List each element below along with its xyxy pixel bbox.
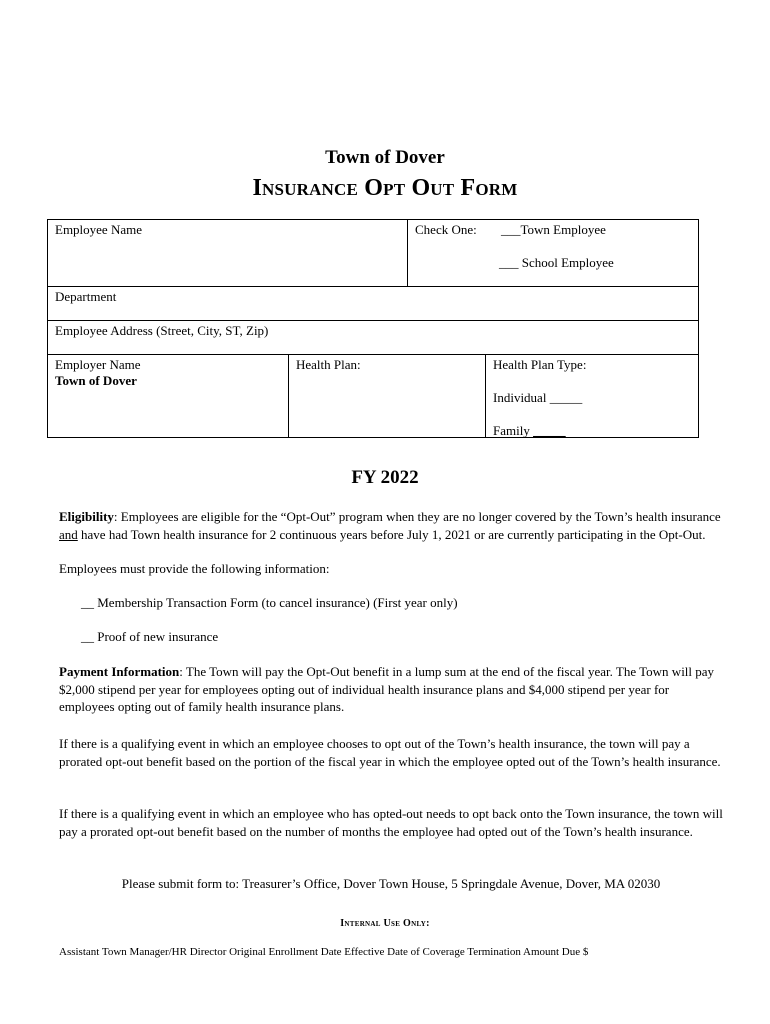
eligibility-heading: Eligibility	[59, 509, 114, 524]
check-one-label: Check One:	[415, 222, 477, 237]
eligibility-paragraph	[59, 508, 727, 543]
health-plan-label: Health Plan:	[296, 357, 361, 372]
address-field[interactable]	[48, 321, 699, 355]
form-title: Insurance Opt Out Form	[252, 175, 518, 201]
eligibility-text-after: have had Town health insurance for 2 continuous years before July 1, 2021 or are currently participating in the Opt-Out.	[77, 526, 706, 542]
address-label: Employee Address (Street, City, ST, Zip)	[55, 323, 269, 338]
health-plan-field[interactable]	[289, 355, 486, 438]
employee-type-field	[408, 220, 699, 287]
employee-name-label: Employee Name	[55, 222, 142, 237]
qualifying-event-opt-out-paragraph: If there is a qualifying event in which an employee chooses to opt out of the Town’s health insurance, the town will pay a prorated opt-out benefit based on the portion of the fiscal year in which the employee opted out of the Town’s health insurance.	[59, 736, 721, 769]
family-label: Family	[493, 423, 530, 438]
individual-blank: _____	[549, 390, 583, 405]
family-option[interactable]	[493, 423, 566, 439]
employer-name-cell	[48, 355, 289, 438]
requirement-item[interactable]: __ Proof of new insurance	[81, 629, 219, 644]
internal-use-fields: Assistant Town Manager/HR Director Original Enrollment Date Effective Date of Coverage Termination Amount Due $	[59, 946, 589, 958]
employer-name-value: Town of Dover	[55, 373, 137, 388]
individual-label: Individual	[493, 390, 547, 405]
town-employee-option[interactable]: ___Town Employee	[501, 222, 606, 237]
family-blank: _____	[533, 423, 566, 438]
employer-name-label: Employer Name	[55, 357, 141, 372]
submit-instructions: Please submit form to: Treasurer’s Office, Dover Town House, 5 Springdale Avenue, Dover, MA 02030	[121, 876, 661, 891]
eligibility-emphasis: and	[59, 526, 78, 542]
department-label: Department	[55, 289, 117, 304]
health-plan-type-label: Health Plan Type:	[493, 357, 587, 372]
qualifying-event-opt-back-paragraph: If there is a qualifying event in which an employee who has opted-out needs to opt back onto the Town insurance, the town will pay a prorated opt-out benefit based on the number of months the employee had opted out of the Town’s health insurance.	[59, 806, 723, 839]
payment-text: : The Town will pay the Opt-Out benefit in a lump sum at the end of the fiscal year. The Town will pay $2,000 stipend per year for employees opting out of individual health insurance plans and $4,000 stipend per year for employees opting out of family health insurance plans.	[59, 664, 715, 714]
school-employee-option[interactable]: ___ School Employee	[499, 255, 614, 270]
eligibility-text-before: : Employees are eligible for the “Opt-Out” program when they are no longer covered by the Town’s health insurance	[113, 509, 721, 524]
fiscal-year-heading: FY 2022	[351, 467, 419, 488]
must-provide-text: Employees must provide the following information:	[59, 561, 330, 576]
payment-paragraph	[59, 663, 727, 716]
department-field[interactable]	[48, 287, 699, 321]
town-heading: Town of Dover	[325, 147, 445, 168]
employee-name-field[interactable]	[48, 220, 408, 287]
health-plan-type-cell	[486, 355, 699, 438]
internal-use-heading: Internal Use Only:	[340, 918, 430, 929]
payment-heading: Payment Information	[59, 664, 180, 679]
requirement-item[interactable]: __ Membership Transaction Form (to cancel insurance) (First year only)	[81, 595, 458, 610]
employee-info-table	[47, 219, 699, 438]
individual-option[interactable]	[493, 390, 582, 406]
